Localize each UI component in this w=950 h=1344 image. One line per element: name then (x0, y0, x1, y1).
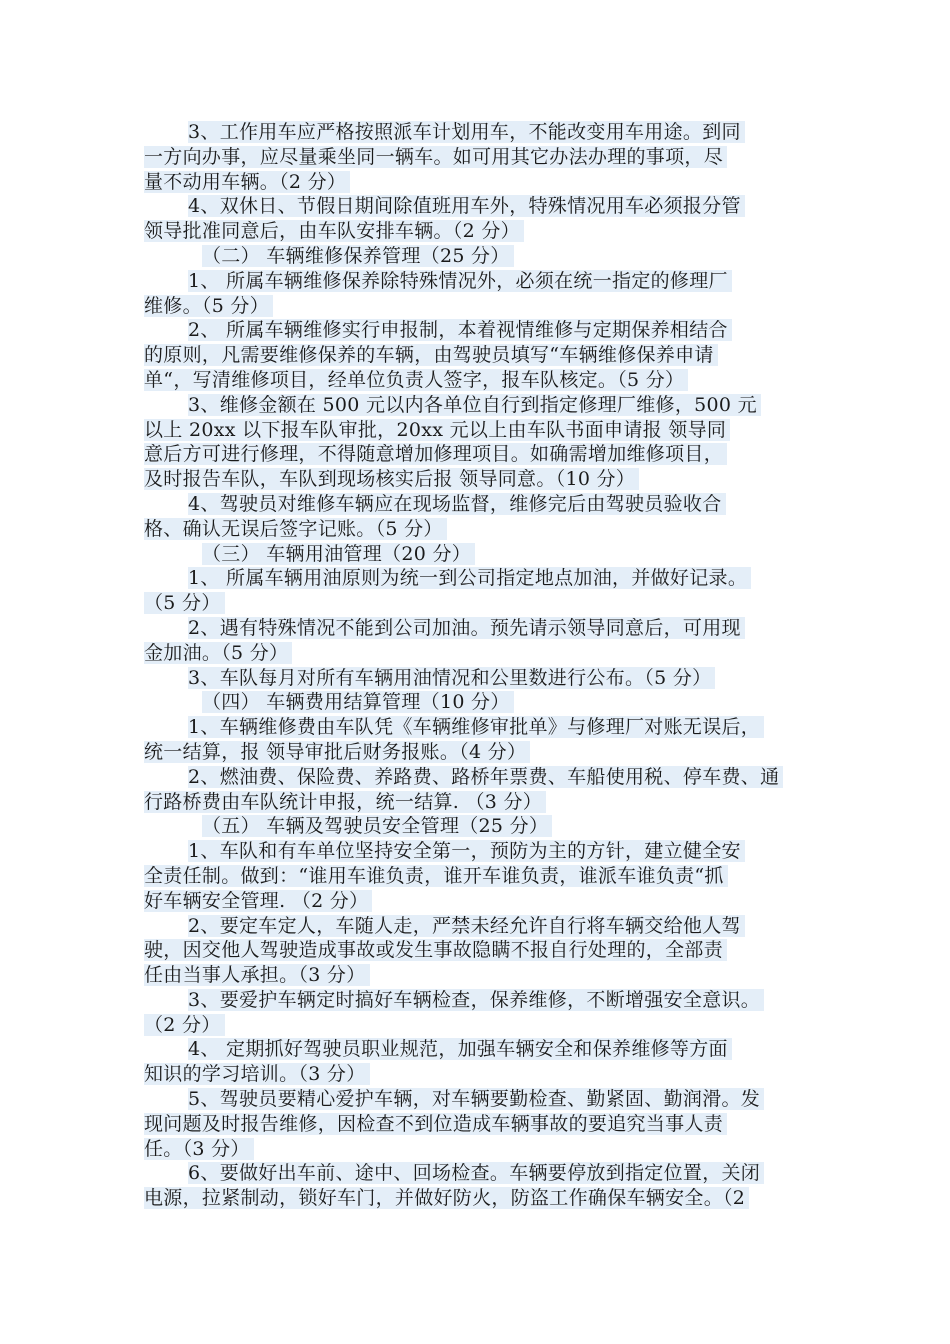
text-line (144, 616, 824, 641)
text-line (144, 318, 824, 343)
text-line (144, 1137, 824, 1162)
text-line (144, 517, 824, 542)
text-line (144, 666, 824, 691)
text-line (144, 294, 824, 319)
text-line-content: 单“，写清维修项目，经单位负责人签字，报车队核定。（5 分） (144, 369, 688, 391)
text-line (144, 765, 824, 790)
text-line-content: 维修。（5 分） (144, 295, 273, 317)
text-line-content: 4、 定期抓好驾驶员职业规范，加强车辆安全和保养维修等方面 (188, 1038, 732, 1060)
text-line (144, 1186, 824, 1211)
text-line (144, 566, 824, 591)
text-line-content: 一方向办事，应尽量乘坐同一辆车。如可用其它办法办理的事项，尽 (144, 146, 727, 168)
text-line (144, 740, 824, 765)
text-line (144, 864, 824, 889)
text-line (144, 591, 824, 616)
text-line-content: （四） 车辆费用结算管理（10 分） (202, 691, 514, 713)
text-line (144, 641, 824, 666)
text-line (144, 988, 824, 1013)
text-line (144, 492, 824, 517)
text-line-content: 3、维修金额在 500 元以内各单位自行到指定修理厂维修，500 元 (188, 394, 761, 416)
text-line-content: 行路桥费由车队统计申报，统一结算. （3 分） (144, 791, 546, 813)
text-line-content: 1、 所属车辆维修保养除特殊情况外，必须在统一指定的修理厂 (188, 270, 732, 292)
text-line-content: 的原则，凡需要维修保养的车辆，由驾驶员填写“车辆维修保养申请 (144, 344, 718, 366)
text-line (144, 1062, 824, 1087)
text-line (144, 269, 824, 294)
text-line-content: 2、遇有特殊情况不能到公司加油。预先请示领导同意后，可用现 (188, 617, 745, 639)
text-line (144, 889, 824, 914)
text-line (144, 690, 824, 715)
text-line-content: 意后方可进行修理，不得随意增加修理项目。如确需增加维修项目， (144, 443, 727, 465)
text-line-content: （二） 车辆维修保养管理（25 分） (202, 245, 514, 267)
text-line-content: 统一结算，报 领导审批后财务报账。（4 分） (144, 741, 530, 763)
text-line-content: 1、 所属车辆用油原则为统一到公司指定地点加油，并做好记录。 (188, 567, 751, 589)
text-line-content: （五） 车辆及驾驶员安全管理（25 分） (202, 815, 552, 837)
text-line (144, 814, 824, 839)
text-line-content: 2、要定车定人，车随人走，严禁未经允许自行将车辆交给他人驾 (188, 915, 745, 937)
text-line (144, 1037, 824, 1062)
text-line-content: 知识的学习培训。（3 分） (144, 1063, 370, 1085)
text-line-content: （2 分） (144, 1014, 225, 1036)
text-line (144, 963, 824, 988)
text-line (144, 938, 824, 963)
text-line (144, 715, 824, 740)
text-line-content: 以上 20xx 以下报车队审批，20xx 元以上由车队书面申请报 领导同 (144, 419, 730, 441)
text-line-content: 3、要爱护车辆定时搞好车辆检查，保养维修，不断增强安全意识。 (188, 989, 764, 1011)
text-line-content: 好车辆安全管理. （2 分） (144, 890, 372, 912)
text-line-content: 全责任制。做到：“谁用车谁负责，谁开车谁负责，谁派车谁负责“抓 (144, 865, 728, 887)
text-line (144, 194, 824, 219)
text-line (144, 542, 824, 567)
text-line (144, 244, 824, 269)
text-line (144, 393, 824, 418)
text-line-content: 任由当事人承担。（3 分） (144, 964, 370, 986)
text-line (144, 790, 824, 815)
text-line-content: 1、车队和有车单位坚持安全第一，预防为主的方针，建立健全安 (188, 840, 745, 862)
text-line-content: 2、 所属车辆维修实行申报制，本着视情维修与定期保养相结合 (188, 319, 732, 341)
text-line-content: （5 分） (144, 592, 225, 614)
text-line-content: 领导批准同意后，由车队安排车辆。（2 分） (144, 220, 524, 242)
text-line-content: 金加油。（5 分） (144, 642, 292, 664)
text-line (144, 1013, 824, 1038)
text-line-content: 3、车队每月对所有车辆用油情况和公里数进行公布。（5 分） (188, 667, 715, 689)
text-line-content: 4、双休日、节假日期间除值班用车外，特殊情况用车必须报分管 (188, 195, 745, 217)
text-line-content: 驶，因交他人驾驶造成事故或发生事故隐瞒不报自行处理的，全部责 (144, 939, 727, 961)
text-line (144, 120, 824, 145)
document-page (144, 120, 824, 1211)
text-line (144, 219, 824, 244)
text-line (144, 914, 824, 939)
text-line (144, 467, 824, 492)
text-line (144, 839, 824, 864)
text-line-content: 3、工作用车应严格按照派车计划用车，不能改变用车用途。到同 (188, 121, 745, 143)
text-line-content: 1、车辆维修费由车队凭《车辆维修审批单》与修理厂对账无误后， (188, 716, 764, 738)
text-line-content: 及时报告车队，车队到现场核实后报 领导同意。（10 分） (144, 468, 639, 490)
text-line (144, 442, 824, 467)
text-line-content: 6、要做好出车前、途中、回场检查。车辆要停放到指定位置，关闭 (188, 1162, 764, 1184)
text-line (144, 1112, 824, 1137)
text-line (144, 368, 824, 393)
text-line-content: 量不动用车辆。（2 分） (144, 171, 350, 193)
text-line-content: 4、驾驶员对维修车辆应在现场监督，维修完后由驾驶员验收合 (188, 493, 726, 515)
text-line (144, 1161, 824, 1186)
text-line-content: 电源，拉紧制动，锁好车门，并做好防火，防盗工作确保车辆安全。（2 (144, 1187, 749, 1209)
text-line-content: 任。（3 分） (144, 1138, 254, 1160)
text-line-content: 2、燃油费、保险费、养路费、路桥年票费、车船使用税、停车费、通 (188, 766, 783, 788)
text-line (144, 343, 824, 368)
text-line (144, 418, 824, 443)
text-line-content: （三） 车辆用油管理（20 分） (202, 543, 475, 565)
text-line-content: 5、驾驶员要精心爱护车辆，对车辆要勤检查、勤紧固、勤润滑。发 (188, 1088, 764, 1110)
text-line (144, 145, 824, 170)
text-line (144, 170, 824, 195)
text-line-content: 格、确认无误后签字记账。（5 分） (144, 518, 447, 540)
text-line-content: 现问题及时报告维修，因检查不到位造成车辆事故的要追究当事人责 (144, 1113, 727, 1135)
text-line (144, 1087, 824, 1112)
